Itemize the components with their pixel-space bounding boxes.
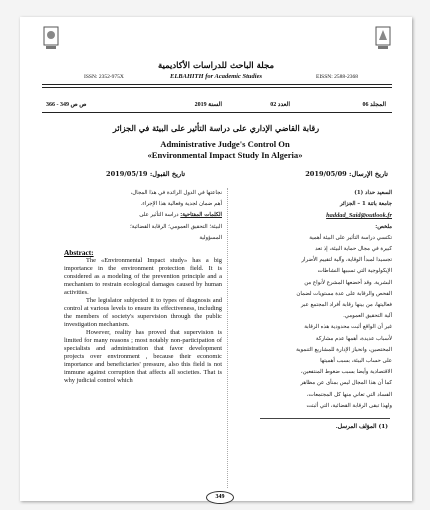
author-email: haddad_Said@outlook.fr [326, 212, 392, 220]
summary-line: تكتسي دراسة التأثير على البيئة أهمية [309, 234, 392, 241]
summary-line: الاقتصادية وأيضا بسبب ضغوط المنتفعين، [300, 369, 392, 376]
author-name: السعيد حداد (1) [354, 190, 392, 196]
summary-line: آلية التحقيق العمومي. [343, 313, 392, 320]
issue-label: العدد 02 [270, 102, 290, 108]
column-divider [227, 188, 228, 488]
header-rule-top [42, 84, 392, 85]
summary-line: فعاليتها، من بينها رقابة أفراد المجتمع عبر [300, 302, 392, 309]
keywords-line-1 [64, 210, 222, 221]
pages-label: ص ص 349 - 366 [46, 102, 87, 108]
abstract-paragraph-1: The «Environmental Impact study» has a big importance in the environment protection field. It is considered as a modeling of the prevention principle and a mechanism to restrain ecological damages caused by human activities. [64, 257, 222, 297]
document-page [20, 17, 412, 501]
header-rule-top-2 [42, 87, 392, 88]
abstract-paragraph-3: However, reality has proved that supervision is limited for many reasons ; most notably non-participation of specialists and administration that favor development projects over environment , because their economic importance and beneficiaries' pressure, also this field is not immune against corruption that affects all societies. That is why judicial control which [64, 329, 222, 385]
page-number: 349 [206, 491, 234, 504]
summary-line: على حساب البيئة، بسبب أهميتها [320, 358, 392, 365]
year-label: السنة 2019 [194, 102, 222, 108]
summary-heading: ملخص: [375, 223, 392, 230]
summary-line: المختصين، وانحياز الإدارة للمشاريع التنموية [296, 346, 392, 353]
footnote-rule [260, 418, 390, 419]
summary-line: الفحص والرقابة على عدة مستويات لضمان [296, 290, 392, 297]
summary-line: ولهذا تبقى الرقابة القضائية، التي أثبتت [306, 402, 392, 409]
keywords-label: الكلمات المفتاحية: [180, 212, 222, 219]
summary-line: غير أن الواقع أثبت محدودية هذه الرقابة [304, 324, 392, 331]
summary-line: كبيرة في مجال حماية البيئة، إذ تعد [315, 246, 392, 253]
keywords-line-2: البيئة؛ التحقيق العمومي؛ الرقابة القضائية؛ [130, 223, 222, 230]
journal-title-english: ELBAHITH for Academic Studies [169, 73, 263, 80]
header-rule-bottom [42, 112, 392, 113]
right-column [232, 188, 392, 412]
university-emblem-icon [42, 25, 60, 51]
journal-emblem-icon [374, 25, 392, 51]
summary-line: كما أن هذا المجال ليس بمنأى عن مظاهر [300, 380, 392, 387]
article-title-english: Administrative Judge's Control On «Environmental Impact Study In Algeria» [147, 139, 303, 160]
summary-line: لأسباب عديدة، أهمها عدم مشاركة [315, 335, 392, 342]
left-arabic-line-1: نجاعتها في الدول الرائدة في هذا المجال، [130, 190, 222, 196]
keywords-line-3: المسؤولية [199, 234, 222, 241]
abstract-paragraph-2: The legislator subjected it to types of diagnosis and control at various levels to ensure its effectiveness, including the members of society's supervision through the public investigation mechanism. [64, 297, 222, 329]
summary-line: الإيكولوجية التي تسببها النشاطات [317, 268, 392, 275]
left-arabic-line-2: أهم ضمان لجدية وفعالية هذا الإجراء. [140, 201, 222, 208]
footnote: (1) المؤلف المرسل. [335, 424, 388, 430]
summary-line: البشرية. وقد أخضعها المشرع لأنواع من [304, 279, 392, 286]
volume-label: المجلد 06 [362, 102, 386, 108]
abstract-heading: Abstract: [64, 248, 94, 258]
summary-line: الفساد التي تعاني منها كل المجتمعات، [306, 391, 392, 398]
received-date: تاريخ الإرسال: 2019/05/09 [305, 170, 388, 178]
keywords-text-1: دراسة التأثير على [139, 212, 179, 219]
author-affiliation: جامعة باتنة 1 – الجزائر [339, 201, 392, 208]
eissn: EISSN: 2588-2368 [315, 74, 358, 80]
left-column [64, 188, 222, 385]
issn: ISSN: 2352-975X [84, 74, 124, 80]
summary-line: تجسيدا لمبدأ الوقاية، وآلية لتقييم الأضرار [301, 257, 392, 264]
accepted-date: تاريخ القبول: 2019/05/19 [106, 170, 186, 178]
journal-title-arabic: مجلة الباحث للدراسات الأكاديمية [157, 61, 275, 71]
article-title-arabic: رقابة القاضي الإداري على دراسة التأثير على البيئة في الجزائر [112, 123, 320, 133]
